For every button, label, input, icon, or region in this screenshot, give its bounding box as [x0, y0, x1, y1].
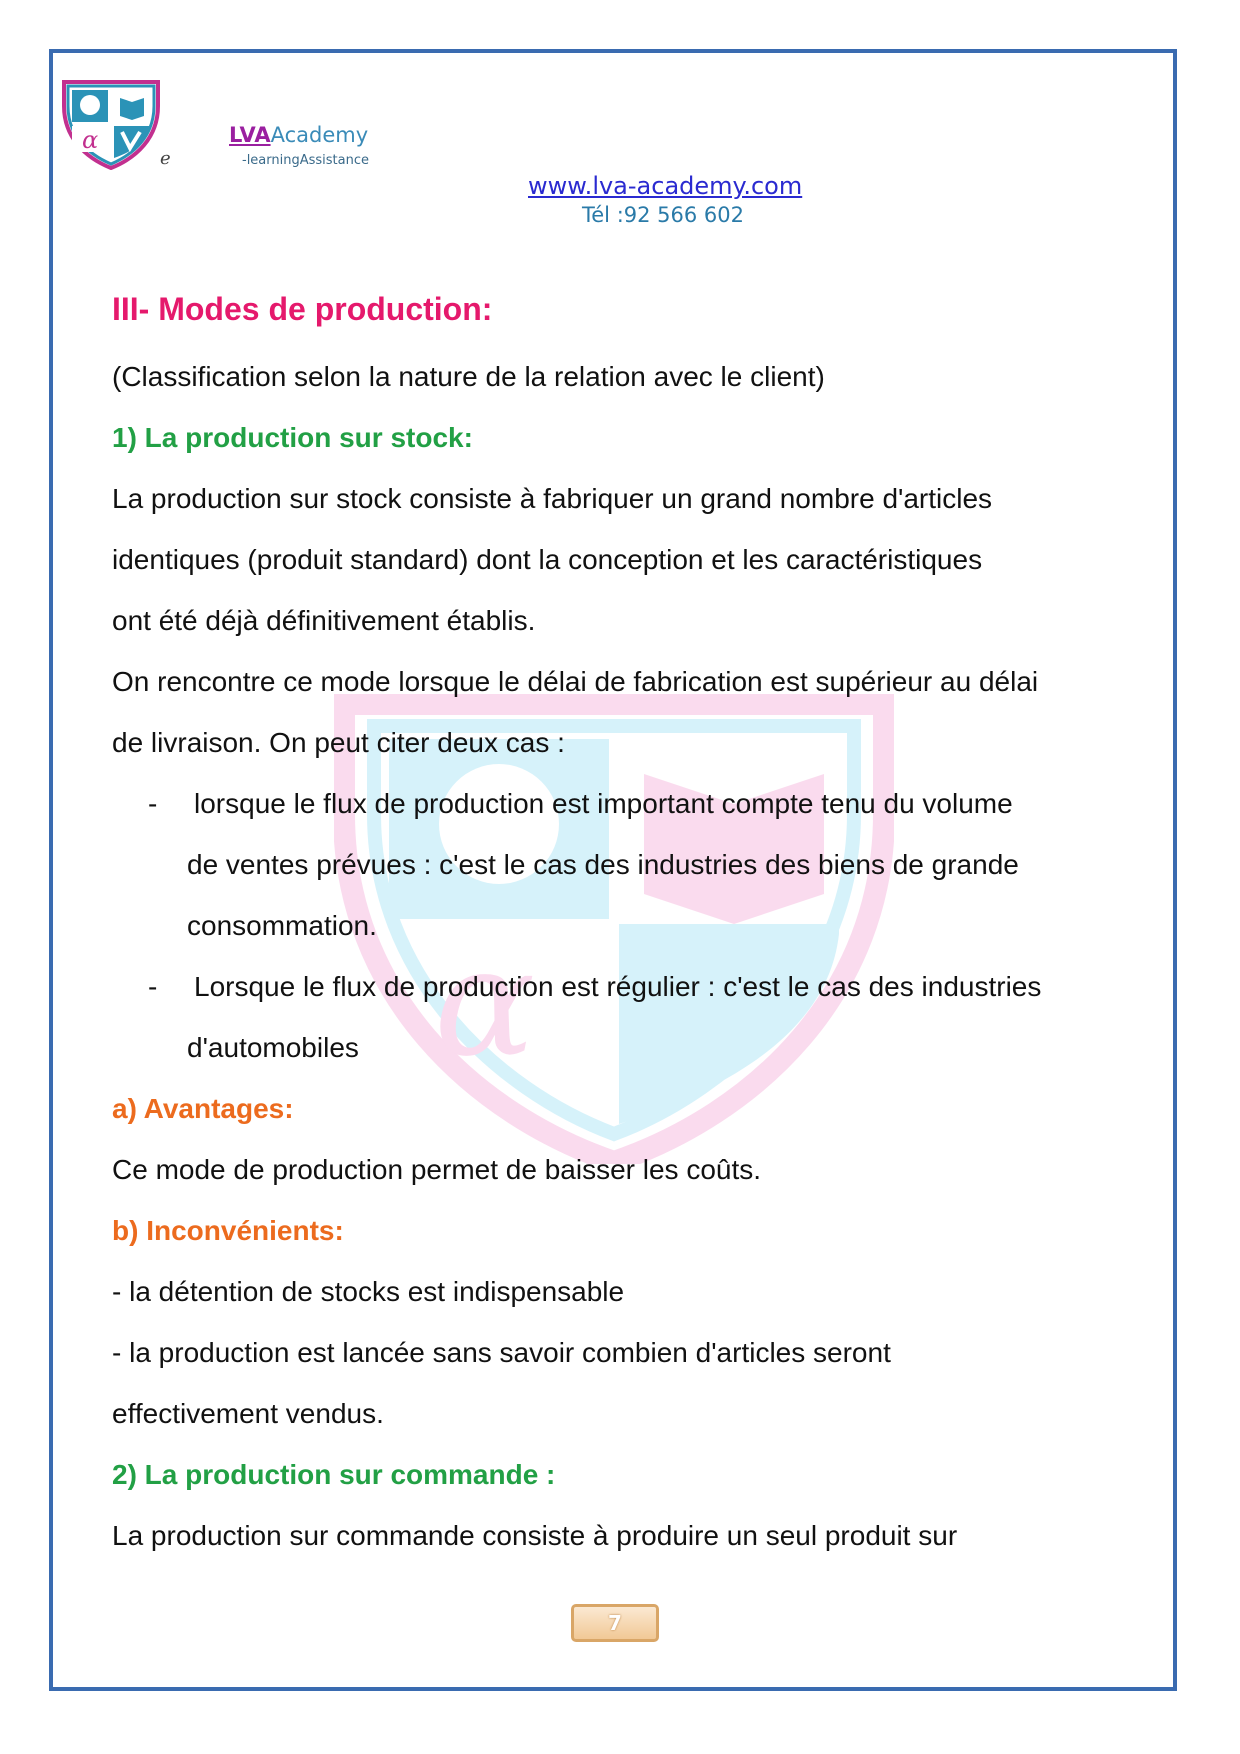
brand-name [229, 122, 368, 148]
svg-text:α: α [434, 916, 536, 1090]
bullet-item [112, 773, 1132, 834]
svg-text:α: α [82, 126, 99, 154]
bullet-dash: - [148, 971, 158, 1002]
brand-part2: Academy [270, 123, 369, 147]
logo-suffix: e [160, 148, 171, 169]
paragraph-line: identiques (produit standard) dont la conception et les caractéristiques [112, 544, 983, 575]
paragraph-line: La production sur commande consiste à produire un seul produit sur [112, 1520, 958, 1551]
academy-logo [58, 78, 164, 170]
website-link[interactable]: www.lva-academy.com [528, 172, 803, 200]
paragraph-line: On rencontre ce mode lorsque le délai de fabrication est supérieur au délai [112, 666, 1039, 697]
bullet-item [112, 956, 1132, 1017]
heading-advantages: a) Avantages: [112, 1093, 294, 1124]
bullet-line: de ventes prévues : c'est le cas des industries des biens de grande [187, 849, 1019, 880]
brand-part1: LVA [229, 123, 271, 147]
heading-production-stock: 1) La production sur stock: [112, 422, 473, 453]
bullet-line: d'automobiles [187, 1032, 359, 1063]
section-subtitle: (Classification selon la nature de la relation avec le client) [112, 361, 825, 392]
page-content [112, 272, 1132, 1566]
advantages-text: Ce mode de production permet de baisser les coûts. [112, 1154, 762, 1185]
heading-production-order: 2) La production sur commande : [112, 1459, 556, 1490]
drawback-line: - la production est lancée sans savoir combien d'articles seront [112, 1337, 891, 1368]
paragraph-line: de livraison. On peut citer deux cas : [112, 727, 565, 758]
bullet-line: lorsque le flux de production est important compte tenu du volume [194, 788, 1013, 819]
paragraph-line: ont été déjà définitivement établis. [112, 605, 536, 636]
drawback-line: effectivement vendus. [112, 1398, 384, 1429]
section-title: III- Modes de production: [112, 291, 493, 327]
heading-drawbacks: b) Inconvénients: [112, 1215, 344, 1246]
drawback-line: - la détention de stocks est indispensable [112, 1276, 625, 1307]
paragraph-line: La production sur stock consiste à fabriquer un grand nombre d'articles [112, 483, 993, 514]
brand-tagline: -learningAssistance [242, 153, 369, 168]
bullet-line: Lorsque le flux de production est régulier : c'est le cas des industries [194, 971, 1042, 1002]
bullet-dash: - [148, 788, 158, 819]
page-number: 7 [571, 1604, 659, 1642]
phone-number: Tél :92 566 602 [582, 203, 745, 227]
bullet-line: consommation. [187, 910, 377, 941]
